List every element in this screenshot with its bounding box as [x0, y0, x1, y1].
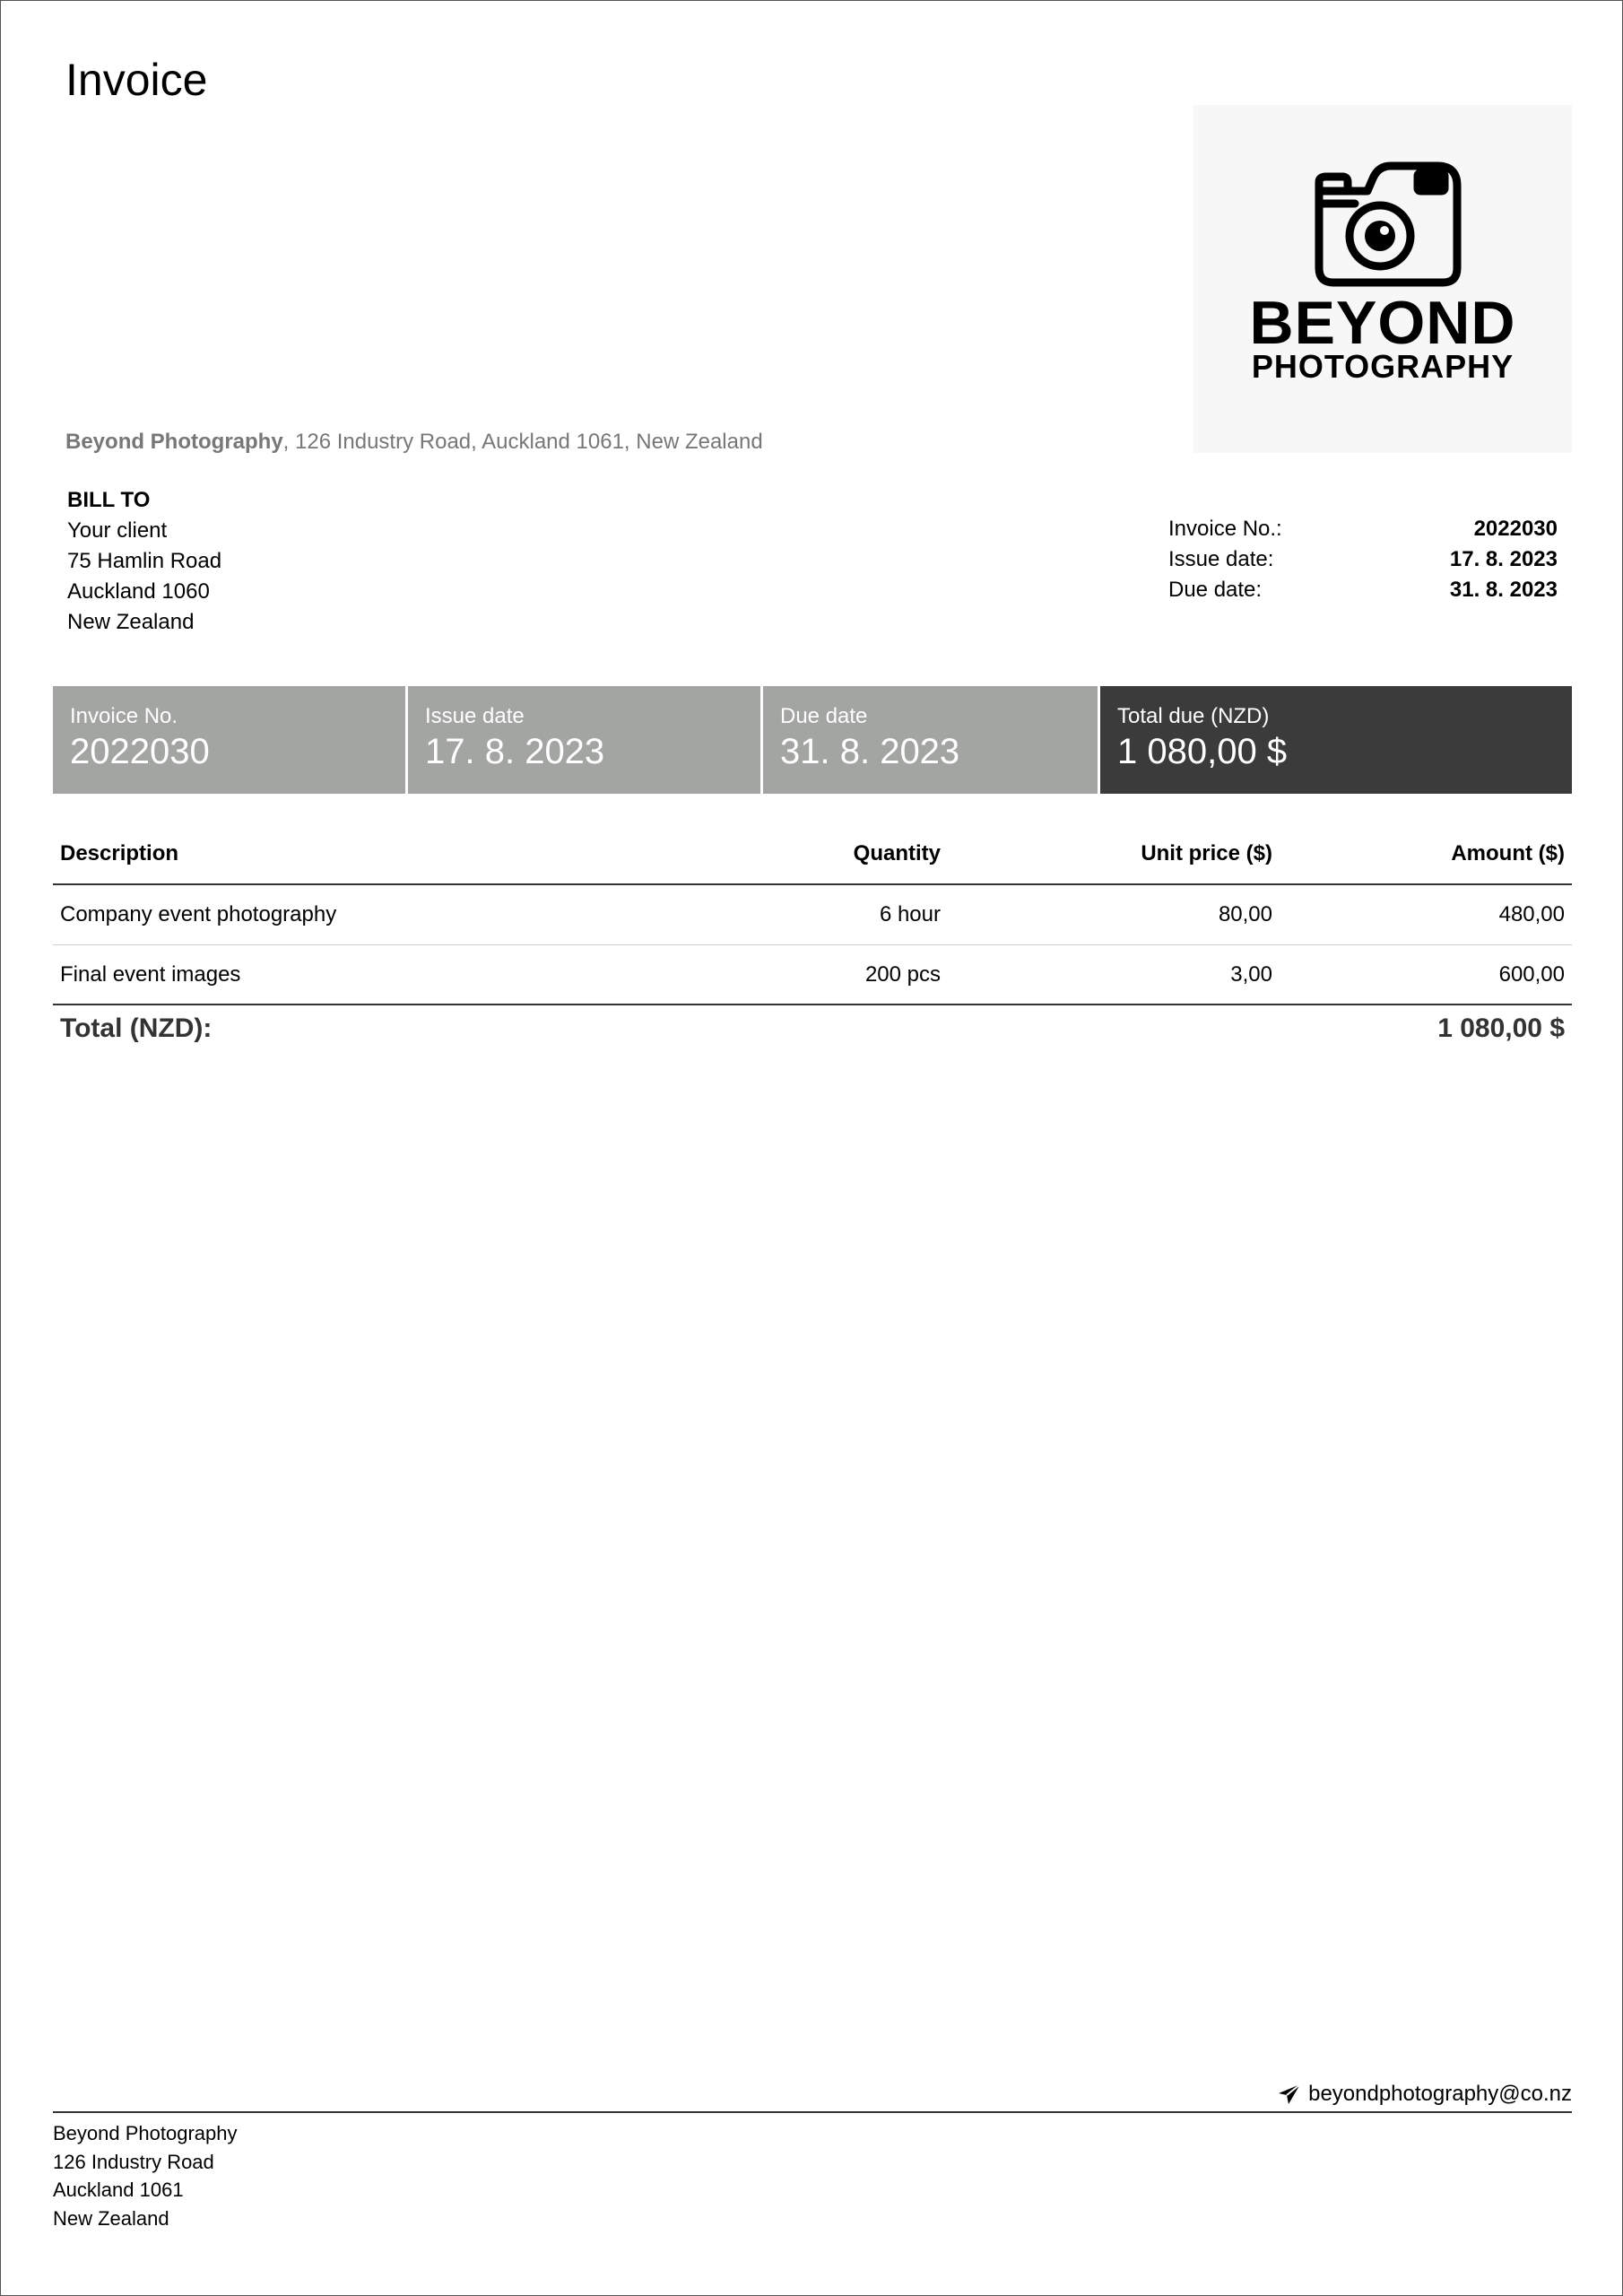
sender-address-line	[65, 429, 763, 456]
line-items-table	[53, 824, 1572, 1005]
summary-label: Total due (NZD)	[1117, 704, 1270, 728]
item-amount: 600,00	[1498, 961, 1565, 987]
table-row	[53, 885, 1572, 945]
summary-value: 17. 8. 2023	[425, 732, 605, 771]
table-row	[53, 945, 1572, 1005]
item-description: Final event images	[60, 961, 241, 987]
footer-address	[53, 2119, 238, 2232]
meta-value: 17. 8. 2023	[1449, 547, 1558, 571]
summary-value: 31. 8. 2023	[780, 732, 960, 771]
bill-to-line: Auckland 1060	[67, 579, 210, 604]
sender-address: , 126 Industry Road, Auckland 1061, New Zealand	[282, 430, 763, 454]
summary-value: 2022030	[70, 732, 210, 771]
meta-row-issue-date	[1168, 544, 1558, 575]
meta-row-due-date	[1168, 575, 1558, 605]
summary-label: Invoice No.	[70, 704, 178, 728]
summary-cell-total-due	[1100, 686, 1572, 794]
item-quantity: 200 pcs	[864, 961, 941, 987]
email-address[interactable]: beyondphotography@co.nz	[1308, 2082, 1572, 2106]
item-description: Company event photography	[60, 902, 337, 926]
column-header-description: Description	[60, 841, 179, 865]
meta-row-invoice-no	[1168, 514, 1558, 544]
footer-address-line: 126 Industry Road	[53, 2150, 214, 2173]
summary-band	[53, 686, 1572, 794]
footer-address-line: Auckland 1061	[53, 2179, 184, 2201]
total-label: Total (NZD):	[60, 1013, 213, 1043]
bill-to-line: 75 Hamlin Road	[67, 549, 222, 573]
company-logo	[1193, 105, 1572, 453]
bill-to-block	[67, 485, 221, 638]
meta-value: 31. 8. 2023	[1449, 578, 1558, 602]
bill-to-line: Your client	[67, 518, 168, 543]
summary-value: 1 080,00 $	[1117, 732, 1288, 771]
item-amount: 480,00	[1498, 902, 1565, 926]
bill-to-line: New Zealand	[67, 610, 195, 634]
item-unit-price: 3,00	[1230, 961, 1272, 987]
column-header-quantity: Quantity	[853, 841, 941, 865]
total-row	[53, 1009, 1572, 1048]
table-header-row	[53, 824, 1572, 885]
footer-address-line: New Zealand	[53, 2206, 169, 2230]
footer-divider	[53, 2111, 1572, 2113]
logo-wordmark-line1: BEYOND	[1249, 289, 1516, 357]
item-quantity: 6 hour	[879, 902, 941, 926]
column-header-amount: Amount ($)	[1451, 841, 1565, 865]
footer-address-line: Beyond Photography	[53, 2122, 238, 2144]
column-header-unit-price: Unit price ($)	[1141, 841, 1272, 865]
invoice-meta	[1168, 514, 1558, 605]
footer-email	[1278, 2080, 1572, 2109]
meta-label: Invoice No.:	[1168, 517, 1282, 541]
meta-label: Due date:	[1168, 578, 1263, 602]
summary-cell-due-date	[763, 686, 1100, 794]
summary-cell-issue-date	[408, 686, 763, 794]
logo-wordmark-line2: PHOTOGRAPHY	[1251, 348, 1515, 385]
summary-label: Due date	[780, 704, 868, 728]
meta-value: 2022030	[1473, 517, 1558, 541]
total-value: 1 080,00 $	[1437, 1013, 1565, 1043]
sender-name: Beyond Photography	[65, 430, 283, 454]
summary-label: Issue date	[425, 704, 525, 728]
item-unit-price: 80,00	[1218, 902, 1272, 926]
bill-to-heading: BILL TO	[67, 488, 151, 512]
meta-label: Issue date:	[1168, 547, 1274, 571]
camera-icon	[1193, 105, 1572, 453]
paper-plane-icon	[1278, 2083, 1301, 2105]
document-title: Invoice	[65, 55, 208, 105]
summary-cell-invoice-no	[53, 686, 408, 794]
